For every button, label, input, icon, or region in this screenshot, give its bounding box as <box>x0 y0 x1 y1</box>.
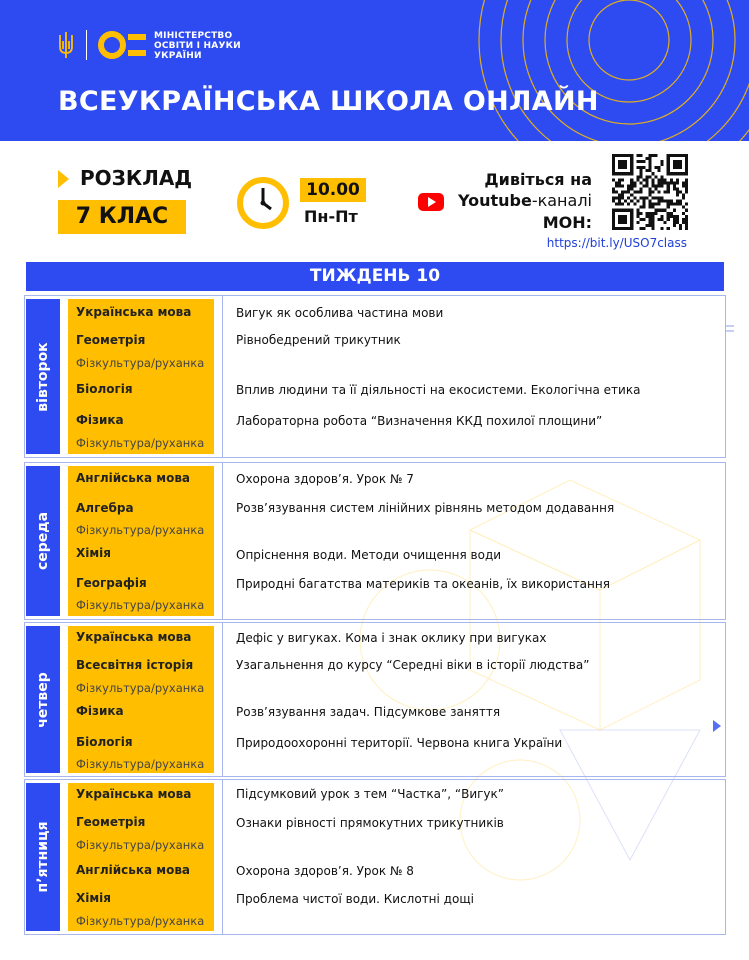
topic-cell: Розв’язування задач. Підсумкове заняття <box>236 705 501 719</box>
topic-cell: Розв’язування систем лінійних рівнянь методом додавання <box>236 501 615 515</box>
pe-cell: Фізкультура/руханка <box>76 523 205 537</box>
clock-icon <box>236 176 290 230</box>
pe-cell: Фізкультура/руханка <box>76 436 205 450</box>
qr-code-icon[interactable] <box>612 154 688 230</box>
topic-cell: Лабораторна робота “Визначення ККД похилої площини” <box>236 414 603 428</box>
subject-cell: Фізика <box>76 704 124 718</box>
day-block-friday <box>24 779 726 935</box>
decorative-rings <box>469 0 749 141</box>
subjects-column <box>68 299 214 454</box>
ministry-name <box>154 31 241 61</box>
youtube-word: Youtube <box>457 191 532 210</box>
trident-emblem-icon <box>58 31 74 59</box>
subject-cell: Українська мова <box>76 305 192 319</box>
topic-cell: Узагальнення до курсу “Середні віки в історії людства” <box>236 658 590 672</box>
pe-cell: Фізкультура/руханка <box>76 356 205 370</box>
day-label-tuesday: вівторок <box>26 299 60 454</box>
subject-cell: Українська мова <box>76 630 192 644</box>
topic-cell: Вплив людини та її діяльності на екосистеми. Екологічна етика <box>236 383 641 397</box>
broadcast-days: Пн-Пт <box>304 207 358 226</box>
youtube-play-icon <box>418 193 444 211</box>
topic-cell: Підсумковий урок з тем “Частка”, “Вигук” <box>236 787 504 801</box>
logo-divider <box>86 30 87 60</box>
day-label-wednesday: середа <box>26 466 60 616</box>
topics-column <box>222 779 726 935</box>
youtube-link[interactable]: https://bit.ly/USO7class <box>546 236 687 250</box>
pe-cell: Фізкультура/руханка <box>76 757 205 771</box>
subject-cell: Хімія <box>76 546 111 560</box>
ministry-line-1: МІНІСТЕРСТВО <box>154 31 233 41</box>
subject-cell: Українська мова <box>76 787 192 801</box>
topic-cell: Опріснення води. Методи очищення води <box>236 548 502 562</box>
subjects-column <box>68 466 214 616</box>
pe-cell: Фізкультура/руханка <box>76 681 205 695</box>
topic-cell: Дефіс у вигуках. Кома і знак оклику при вигуках <box>236 631 547 645</box>
subject-cell: Геометрія <box>76 815 146 829</box>
topic-cell: Природні багатства материків та океанів, їх використання <box>236 577 610 591</box>
schedule-label: РОЗКЛАД <box>80 166 193 190</box>
grade-badge: 7 КЛАС <box>58 200 186 234</box>
subject-cell: Географія <box>76 576 147 590</box>
ministry-logo-icon <box>98 30 148 60</box>
ministry-line-3: УКРАЇНИ <box>154 51 202 61</box>
pe-cell: Фізкультура/руханка <box>76 598 205 612</box>
week-title: ТИЖДЕНЬ 10 <box>26 262 724 291</box>
subject-cell: Хімія <box>76 891 111 905</box>
subject-cell: Англійська мова <box>76 863 191 877</box>
youtube-row <box>418 191 592 213</box>
page-title: ВСЕУКРАЇНСЬКА ШКОЛА ОНЛАЙН <box>58 86 599 117</box>
subject-cell: Геометрія <box>76 333 146 347</box>
broadcast-time: 10.00 <box>300 178 366 202</box>
day-block-wednesday <box>24 462 726 620</box>
pe-cell: Фізкультура/руханка <box>76 914 205 928</box>
subject-cell: Фізика <box>76 413 124 427</box>
topics-column <box>222 622 726 777</box>
header-banner <box>0 0 749 141</box>
day-label-thursday: четвер <box>26 626 60 773</box>
topic-cell: Природоохоронні території. Червона книга України <box>236 736 563 750</box>
day-block-tuesday <box>24 295 726 458</box>
day-block-thursday <box>24 622 726 777</box>
subject-cell: Алгебра <box>76 501 134 515</box>
channel-suffix: -каналі <box>531 191 592 210</box>
subject-cell: Біологія <box>76 382 133 396</box>
subjects-column <box>68 783 214 931</box>
subject-cell: Всесвітня історія <box>76 658 194 672</box>
topic-cell: Проблема чистої води. Кислотні дощі <box>236 892 474 906</box>
triangle-marker-icon <box>58 170 69 188</box>
ministry-line-2: ОСВІТИ І НАУКИ <box>154 41 241 51</box>
pe-cell: Фізкультура/руханка <box>76 838 205 852</box>
subject-cell: Англійська мова <box>76 471 191 485</box>
topic-cell: Вигук як особлива частина мови <box>236 306 444 320</box>
topic-cell: Охорона здоров’я. Урок № 8 <box>236 864 414 878</box>
youtube-channel-text <box>458 191 592 210</box>
subjects-column <box>68 626 214 773</box>
watch-text: Дивіться на <box>484 170 592 189</box>
topic-cell: Ознаки рівності прямокутних трикутників <box>236 816 504 830</box>
ministry-abbr: МОН: <box>542 213 592 232</box>
day-label-friday: п’ятниця <box>26 783 60 931</box>
topic-cell: Рівнобедрений трикутник <box>236 333 401 347</box>
subject-cell: Біологія <box>76 735 133 749</box>
topic-cell: Охорона здоров’я. Урок № 7 <box>236 472 414 486</box>
